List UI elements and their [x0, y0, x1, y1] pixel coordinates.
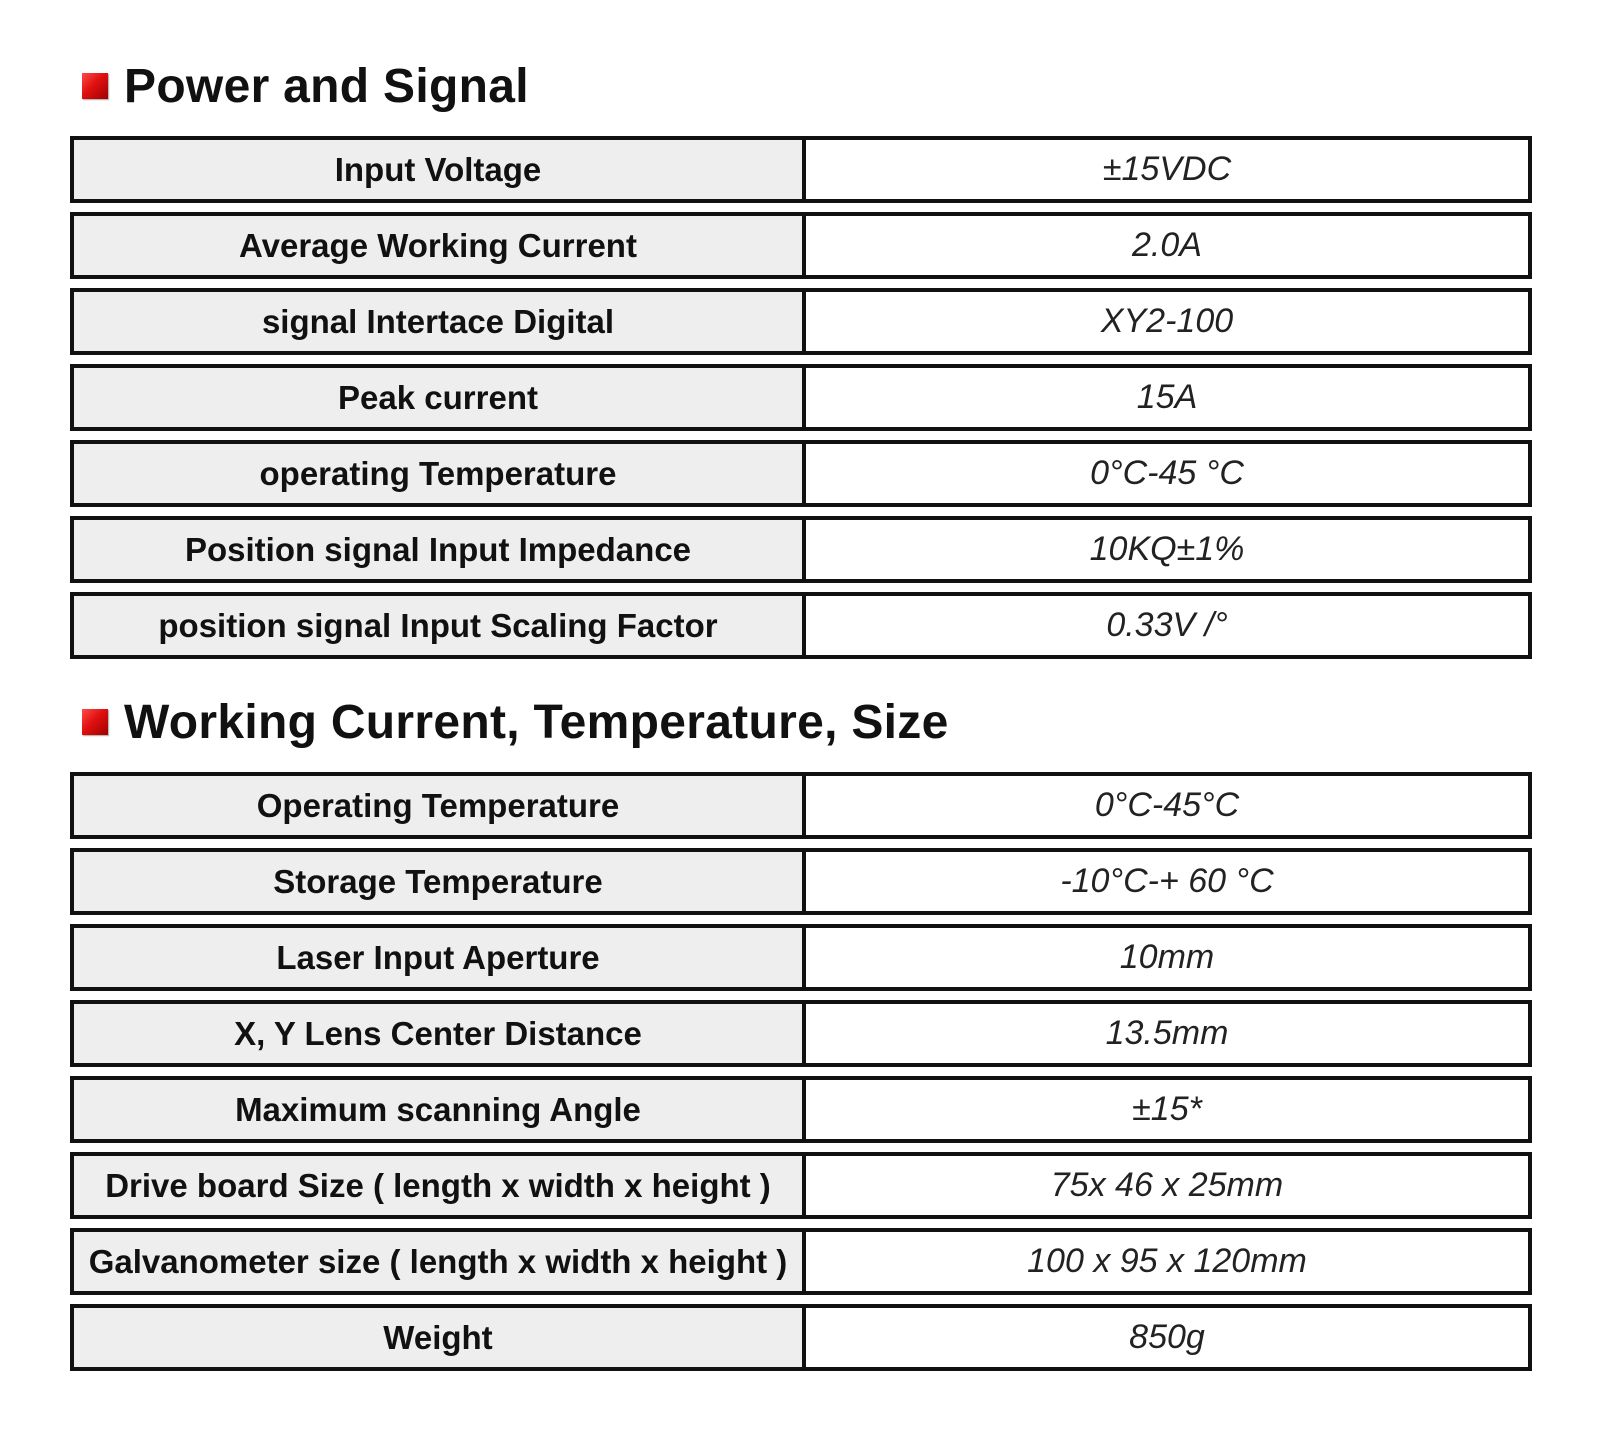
spec-row	[70, 136, 1532, 203]
spec-label: Galvanometer size ( length x width x height )	[74, 1232, 806, 1291]
power-and-signal-section	[70, 56, 1532, 659]
spec-row	[70, 592, 1532, 659]
section-heading	[82, 692, 1532, 752]
spec-label: Input Voltage	[74, 140, 806, 199]
red-square-bullet-icon	[82, 73, 108, 99]
spec-row	[70, 772, 1532, 839]
spec-label: X, Y Lens Center Distance	[74, 1004, 806, 1063]
spec-label: signal Intertace Digital	[74, 292, 806, 351]
spec-table	[70, 136, 1532, 659]
spec-row	[70, 440, 1532, 507]
section-title: Power and Signal	[124, 59, 529, 113]
spec-value: 13.5mm	[1105, 1014, 1229, 1052]
spec-value: 0°C-45 °C	[1090, 454, 1244, 492]
spec-value: 10mm	[1119, 938, 1215, 976]
section-title: Working Current, Temperature, Size	[124, 695, 949, 749]
spec-row	[70, 364, 1532, 431]
spec-value: XY2-100	[1100, 302, 1234, 340]
spec-row	[70, 1076, 1532, 1143]
red-square-bullet-icon	[82, 709, 108, 735]
spec-row	[70, 848, 1532, 915]
spec-label: Peak current	[74, 368, 806, 427]
spec-table	[70, 772, 1532, 1371]
spec-value: -10°C-+ 60 °C	[1060, 862, 1274, 900]
section-heading	[82, 56, 1532, 116]
spec-label: Laser Input Aperture	[74, 928, 806, 987]
spec-row	[70, 212, 1532, 279]
spec-value: 15A	[1136, 378, 1198, 416]
spec-label: Average Working Current	[74, 216, 806, 275]
spec-value: ±15VDC	[1102, 150, 1232, 188]
spec-value: 0.33V /°	[1106, 606, 1228, 644]
spec-value: 0°C-45°C	[1094, 786, 1240, 824]
spec-row	[70, 1304, 1532, 1371]
spec-row	[70, 288, 1532, 355]
spec-row	[70, 1228, 1532, 1295]
spec-value: ±15*	[1132, 1090, 1202, 1128]
spec-value: 10KQ±1%	[1089, 530, 1245, 568]
spec-row	[70, 1000, 1532, 1067]
spec-label: position signal Input Scaling Factor	[74, 596, 806, 655]
spec-label: Storage Temperature	[74, 852, 806, 911]
spec-row	[70, 516, 1532, 583]
spec-row	[70, 924, 1532, 991]
spec-value: 75x 46 x 25mm	[1050, 1166, 1284, 1204]
spec-label: Weight	[74, 1308, 806, 1367]
spec-label: Maximum scanning Angle	[74, 1080, 806, 1139]
spec-value: 850g	[1129, 1318, 1205, 1356]
spec-row	[70, 1152, 1532, 1219]
working-current-temperature-size-section	[70, 692, 1532, 1371]
spec-label: Operating Temperature	[74, 776, 806, 835]
spec-value: 2.0A	[1132, 226, 1202, 264]
spec-label: operating Temperature	[74, 444, 806, 503]
spec-value: 100 x 95 x 120mm	[1027, 1242, 1307, 1280]
spec-label: Position signal Input Impedance	[74, 520, 806, 579]
spec-label: Drive board Size ( length x width x height )	[74, 1156, 806, 1215]
